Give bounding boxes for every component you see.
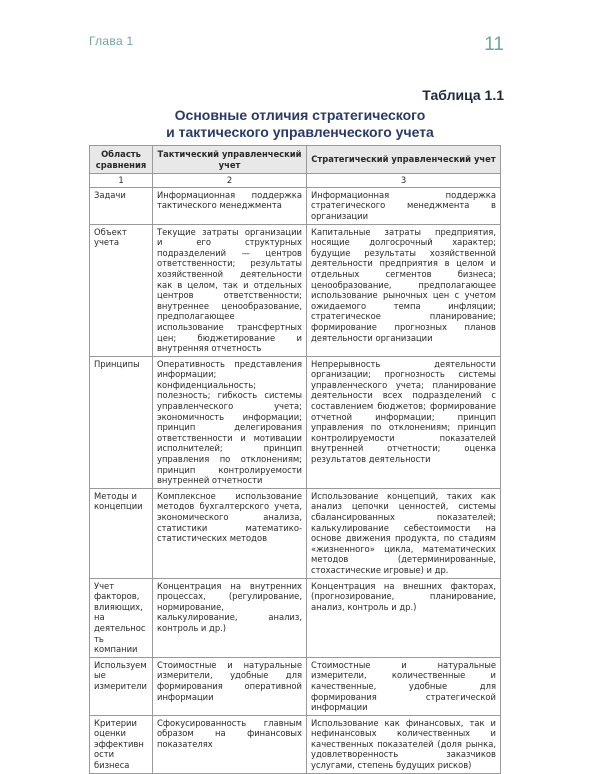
chapter-header: Глава 1 [89,34,134,48]
row-tactical: Сфокусированность главным образом на финансовых показателях [153,715,307,773]
row-area: Критерии оценки эффективности бизнеса [90,715,153,773]
table-label: Таблица 1.1 [422,87,504,103]
column-number-row [90,174,501,188]
row-strategic: Непрерывность деятельности организации; прогнозность системы управленческого учета; планирование деятельности всех подразделений с составлением бюджетов; формирование отчетной информации; принцип управления по отклонениям; принцип контролируемости показателей внутренней отчетности; оценка результатов деятельности [307,356,501,488]
row-tactical: Концентрация на внутренних процессах, (регулирование, нормирование, калькулирование, анализ, контроль и др.) [153,578,307,657]
row-area: Задачи [90,187,153,224]
row-area: Принципы [90,356,153,488]
column-number: 3 [307,174,501,188]
row-tactical: Комплексное использование методов бухгалтерского учета, экономического анализа, статистики математико-статистических методов [153,488,307,578]
row-strategic: Использование как финансовых, так и нефинансовых количественных и качественных показателей (доля рынка, удовлетворенность заказчиков услугами, степень будущих рисков) [307,715,501,773]
row-area: Учет факторов, влияющих, на деятельность компании [90,578,153,657]
row-strategic: Информационная поддержка стратегического менеджмента в организации [307,187,501,224]
table-row [90,224,501,356]
column-number: 2 [153,174,307,188]
table-title-line-2: и тактического управленческого учета [166,124,434,140]
row-area: Используемые измерители [90,657,153,715]
row-tactical: Оперативность представления информации; конфиденциальность; полезность; гибкость системы управленческого учета; экономичность информации; принцип делегирования ответственности и мотивации исполнителей; принцип управления по отклонениям; принцип контролируемости внутренней отчетности [153,356,307,488]
column-number: 1 [90,174,153,188]
header-strategic: Стратегический управленческий учет [307,146,501,174]
table-row [90,657,501,715]
comparison-table [89,145,501,774]
row-strategic: Концентрация на внешних факторах, (прогнозирование, планирование, анализ, контроль и др.) [307,578,501,657]
table-row [90,187,501,224]
row-tactical: Стоимостные и натуральные измерители, удобные для формирования оперативной информации [153,657,307,715]
row-strategic: Использование концепций, таких как анализ цепочки ценностей, системы сбалансированных показателей; калькулирование себестоимости на основе движения продукта, по стадиям «жизненного» цикла, математических методов (детерминированные, стохастические игровые) и др. [307,488,501,578]
table-title [150,107,450,141]
row-strategic: Стоимостные и натуральные измерители, количественные и качественные, удобные для формирования стратегической информации [307,657,501,715]
table-row [90,488,501,578]
row-area: Методы и концепции [90,488,153,578]
page-number: 11 [484,34,504,55]
row-strategic: Капитальные затраты предприятия, носящие долгосрочный характер; будущие результаты хозяйственной деятельности предприятия в целом и отдельных сегментов бизнеса; ценообразование, предполагающее использование рыночных цен с учетом ожидаемого темпа инфляции; стратегическое планирование; формирование прогнозных планов деятельности организации [307,224,501,356]
row-tactical: Текущие затраты организации и его структурных подразделений — центров ответственности; результаты хозяйственной деятельности как в целом, так и отдельных центров ответственности; внутреннее ценообразование, предполагающее использование трансфертных цен; бюджетирование и внутренняя отчетность [153,224,307,356]
header-area: Область сравнения [90,146,153,174]
table-header-row [90,146,501,174]
header-tactical: Тактический управленческий учет [153,146,307,174]
table-row [90,715,501,773]
table-title-line-1: Основные отличия стратегического [174,107,426,123]
row-area: Объект учета [90,224,153,356]
table-row [90,356,501,488]
table-row [90,578,501,657]
row-tactical: Информационная поддержка тактического менеджмента [153,187,307,224]
